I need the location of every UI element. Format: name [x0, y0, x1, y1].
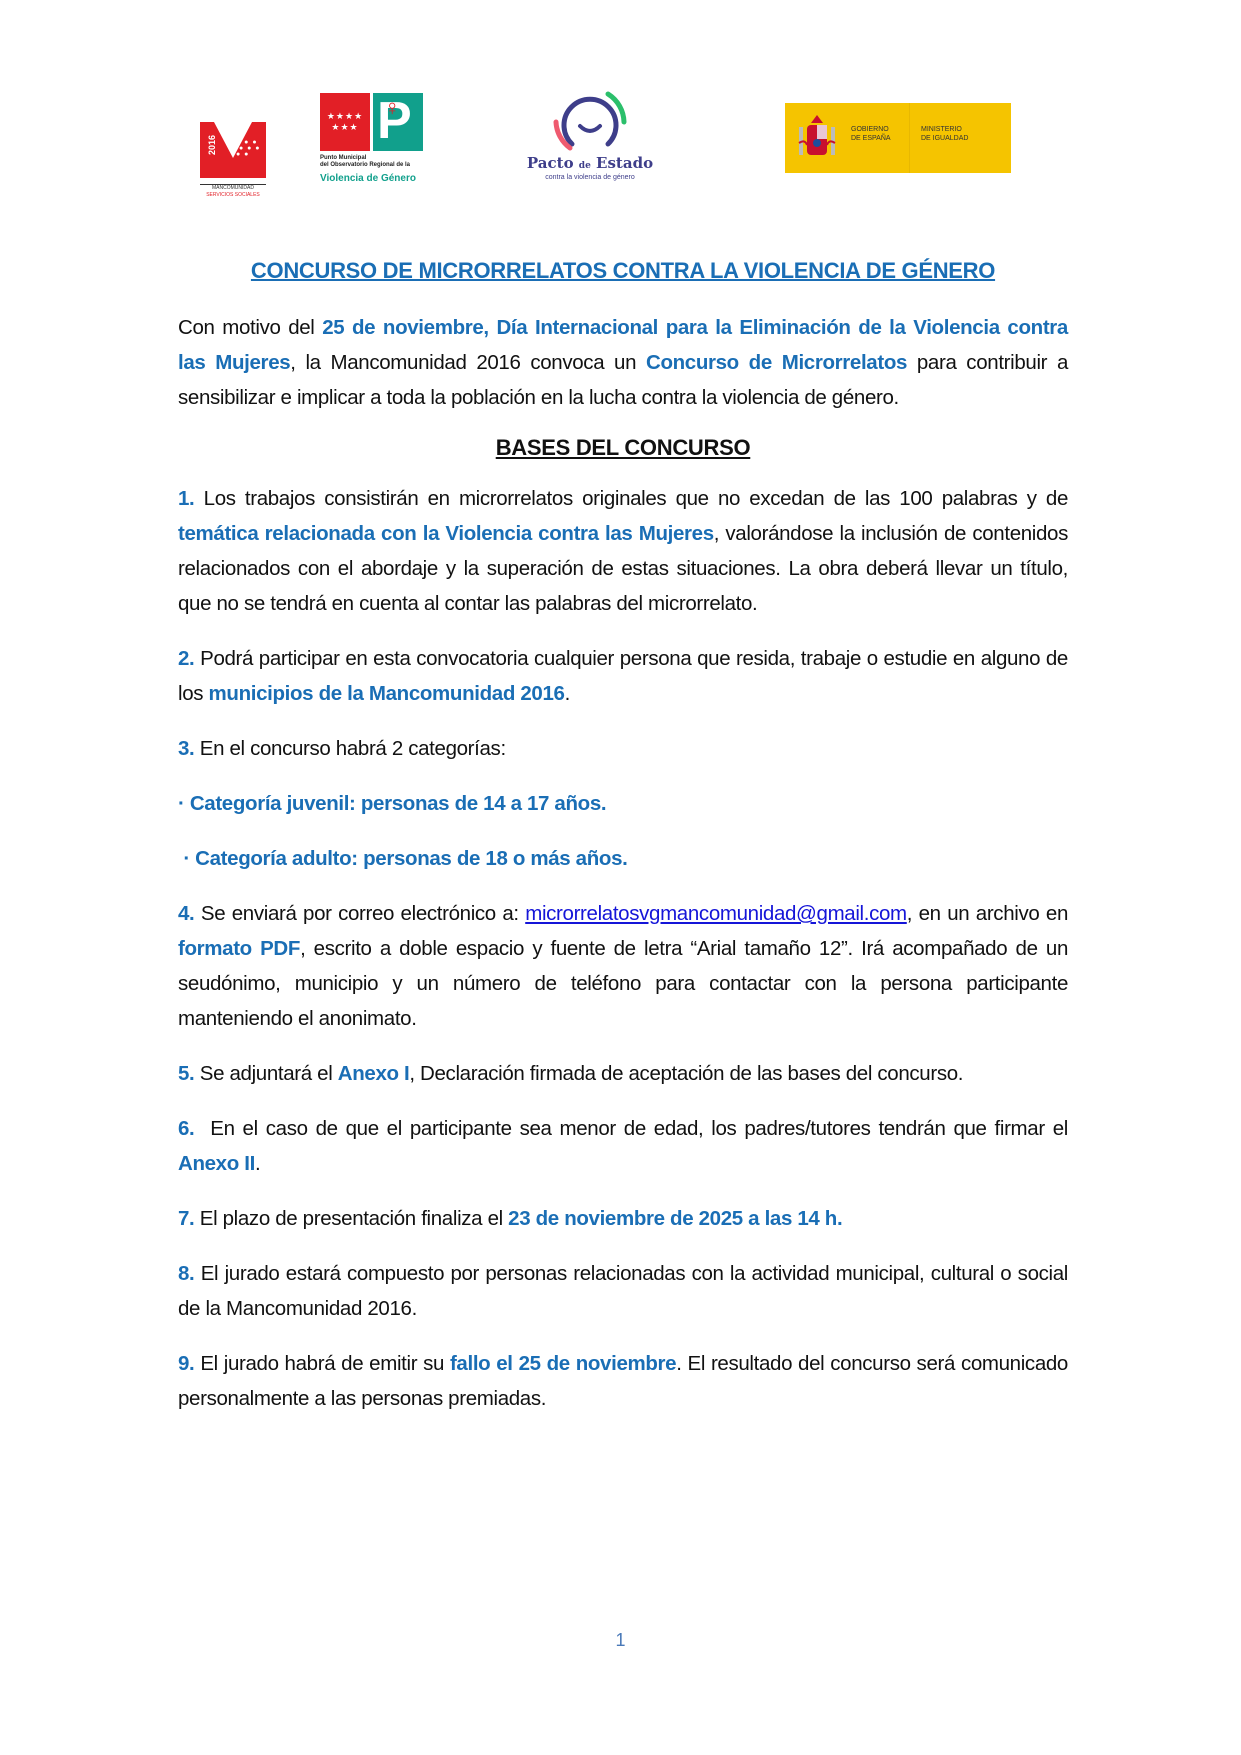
base-item-9: 9. El jurado habrá de emitir su fallo el 25 de noviembre. El resultado del concurso será comunicado personalmente a las personas premiadas. [178, 1352, 1068, 1410]
logo-caption-highlight: Violencia de Género [320, 173, 416, 184]
m-letter-icon [200, 122, 266, 178]
coat-of-arms-icon [797, 113, 837, 163]
base-item-5: 5. Se adjuntará el Anexo I, Declaración firmada de aceptación de las bases del concurso. [178, 1062, 964, 1085]
logo-caption-2: SERVICIOS SOCIALES [206, 192, 260, 198]
base-item-3: 3. En el concurso habrá 2 categorías: [178, 737, 506, 760]
base-item-4: 4. Se enviará por correo electrónico a: microrrelatosvgmancomunidad@gmail.com, en un archivo en formato PDF, escrito a doble espacio y fuente de letra “Arial tamaño 12”. Irá acompañado de un seudónimo, municipio y un número de teléfono para contactar con la persona participante manteniendo el anonimato. [178, 902, 1068, 1030]
document-body [178, 258, 1074, 1436]
venus-symbol-icon: ♀ [384, 95, 401, 120]
pacto-de-estado-logo [515, 88, 665, 188]
base-item-2: 2. Podrá participar en esta convocatoria cualquier persona que resida, trabaje o estudie en alguno de los municipios de la Mancomunidad 2016. [178, 647, 1068, 705]
header-logos [0, 88, 1241, 198]
base-item-8: 8. El jurado estará compuesto por personas relacionadas con la actividad municipal, cultural o social de la Mancomunidad 2016. [178, 1262, 1068, 1320]
base-item-1: 1. Los trabajos consistirán en microrrelatos originales que no excedan de las 100 palabras y de temática relacionada con la Violencia contra las Mujeres, valorándose la inclusión de contenidos relacionados con el abordaje y la superación de estas situaciones. La obra deberá llevar un título, que no se tendrá en cuenta al contar las palabras del microrrelato. [178, 487, 1068, 615]
stars-icon: ● ● ● ● ● ● ● ● [236, 139, 261, 158]
mancomunidad-2016-logo [200, 122, 266, 202]
email-link[interactable]: microrrelatosvgmancomunidad@gmail.com [525, 902, 907, 925]
logo-year: 2016 [207, 134, 218, 156]
ministerio-text: MINISTERIO DE IGUALDAD [921, 126, 969, 142]
bases-heading: BASES DEL CONCURSO [495, 435, 751, 460]
page-number: 1 [615, 1630, 626, 1650]
gobierno-espana-logo [785, 103, 1011, 173]
intro-paragraph: Con motivo del 25 de noviembre, Día Internacional para la Eliminación de la Violencia contra las Mujeres, la Mancomunidad 2016 convoca un Concurso de Microrrelatos para contribuir a sensibilizar e implicar a toda la población en la lucha contra la violencia de género. [178, 316, 1068, 409]
logo-caption: Punto Municipal del Observatorio Regional de la [320, 155, 411, 168]
logo-divider [909, 103, 910, 173]
logo-caption-1: MANCOMUNIDAD [200, 184, 266, 191]
gobierno-text: GOBIERNO DE ESPAÑA [851, 126, 891, 142]
smile-circle-icon [550, 88, 630, 154]
base-item-7: 7. El plazo de presentación finaliza el 23 de noviembre de 2025 a las 14 h. [178, 1207, 843, 1230]
base-item-6: 6. En el caso de que el participante sea menor de edad, los padres/tutores tendrán que firmar el Anexo II. [178, 1117, 1074, 1175]
punto-municipal-logo [320, 93, 430, 193]
logo-name: Pacto de Estado [526, 154, 654, 172]
logo-subtitle: contra la violencia de género [545, 174, 635, 181]
category-adulto: · Categoría adulto: personas de 18 o más años. [178, 847, 628, 870]
category-juvenil: · Categoría juvenil: personas de 14 a 17 años. [178, 792, 607, 815]
madrid-stars-icon: ★★★★ ★★★ [320, 93, 370, 151]
document-title: CONCURSO DE MICRORRELATOS CONTRA LA VIOLENCIA DE GÉNERO [250, 258, 996, 283]
